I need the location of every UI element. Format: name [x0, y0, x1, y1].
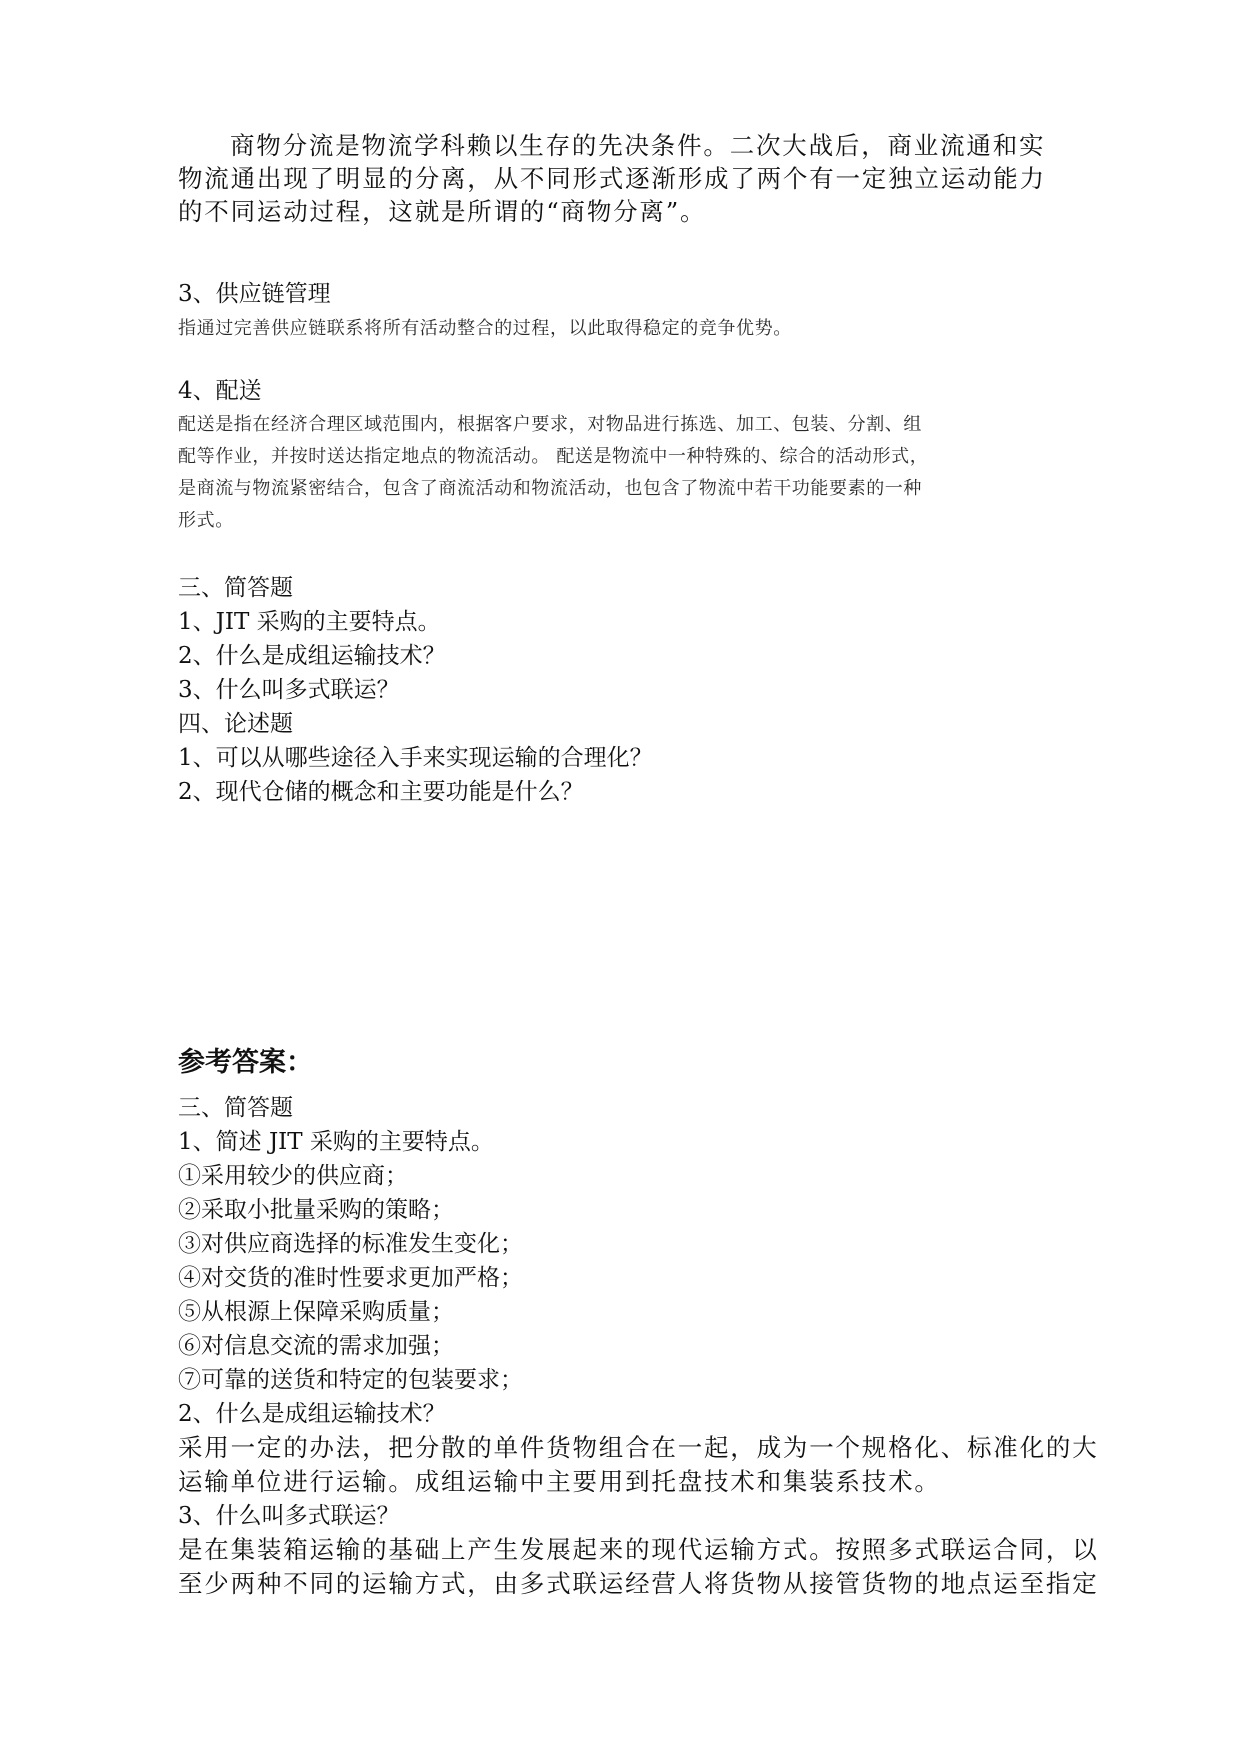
term-definition-line-3: 是商流与物流紧密结合，包含了商流活动和物流活动，也包含了物流中若干功能要素的一种 — [178, 478, 922, 499]
answer-question-3: 3、什么叫多式联运？ — [178, 1503, 400, 1529]
answers-section-heading: 三、简答题 — [178, 1095, 293, 1121]
answer-point: ⑥对信息交流的需求加强； — [178, 1333, 454, 1359]
intro-line-3: 的不同运动过程，这就是所谓的“商物分离”。 — [178, 197, 707, 226]
intro-line-2: 物流通出现了明显的分离，从不同形式逐渐形成了两个有一定独立运动能力 — [178, 164, 1046, 193]
term-definition-line-4: 形式。 — [178, 510, 234, 531]
answer-point: ②采取小批量采购的策略； — [178, 1197, 454, 1223]
answers-title: 参考答案： — [178, 1047, 313, 1078]
answer-text-line: 是在集装箱运输的基础上产生发展起来的现代运输方式。按照多式联运合同，以 — [178, 1535, 1099, 1564]
answer-point: ⑦可靠的送货和特定的包装要求； — [178, 1367, 523, 1393]
question-item: 2、什么是成组运输技术？ — [178, 643, 446, 669]
answer-point: ③对供应商选择的标准发生变化； — [178, 1231, 523, 1257]
answer-question-1: 1、简述 JIT 采购的主要特点。 — [178, 1129, 494, 1155]
answer-text-line: 采用一定的办法，把分散的单件货物组合在一起，成为一个规格化、标准化的大 — [178, 1433, 1099, 1462]
answer-point: ⑤从根源上保障采购质量； — [178, 1299, 454, 1325]
section-heading-essay: 四、论述题 — [178, 711, 293, 737]
answer-text-line: 至少两种不同的运输方式，由多式联运经营人将货物从接管货物的地点运至指定 — [178, 1569, 1099, 1598]
answer-text-line: 运输单位进行运输。成组运输中主要用到托盘技术和集装系技术。 — [178, 1467, 941, 1496]
answer-point: ④对交货的准时性要求更加严格； — [178, 1265, 523, 1291]
answer-point: ①采用较少的供应商； — [178, 1163, 408, 1189]
term-definition-supply-chain: 指通过完善供应链联系将所有活动整合的过程，以此取得稳定的竞争优势。 — [178, 318, 792, 339]
intro-line-1: 商物分流是物流学科赖以生存的先决条件。二次大战后，商业流通和实 — [230, 131, 1046, 160]
term-heading-distribution: 4、配送 — [178, 378, 262, 404]
question-item: 1、可以从哪些途径入手来实现运输的合理化？ — [178, 745, 653, 771]
term-heading-supply-chain: 3、供应链管理 — [178, 281, 331, 307]
term-definition-line-2: 配等作业，并按时送达指定地点的物流活动。 配送是物流中一种特殊的、综合的活动形式， — [178, 446, 929, 467]
answer-question-2: 2、什么是成组运输技术？ — [178, 1401, 446, 1427]
question-item: 2、现代仓储的概念和主要功能是什么？ — [178, 779, 584, 805]
question-item: 1、JIT 采购的主要特点。 — [178, 609, 441, 635]
term-definition-line-1: 配送是指在经济合理区域范围内，根据客户要求，对物品进行拣选、加工、包装、分割、组 — [178, 414, 922, 435]
section-heading-short-answer: 三、简答题 — [178, 575, 293, 601]
question-item: 3、什么叫多式联运？ — [178, 677, 400, 703]
